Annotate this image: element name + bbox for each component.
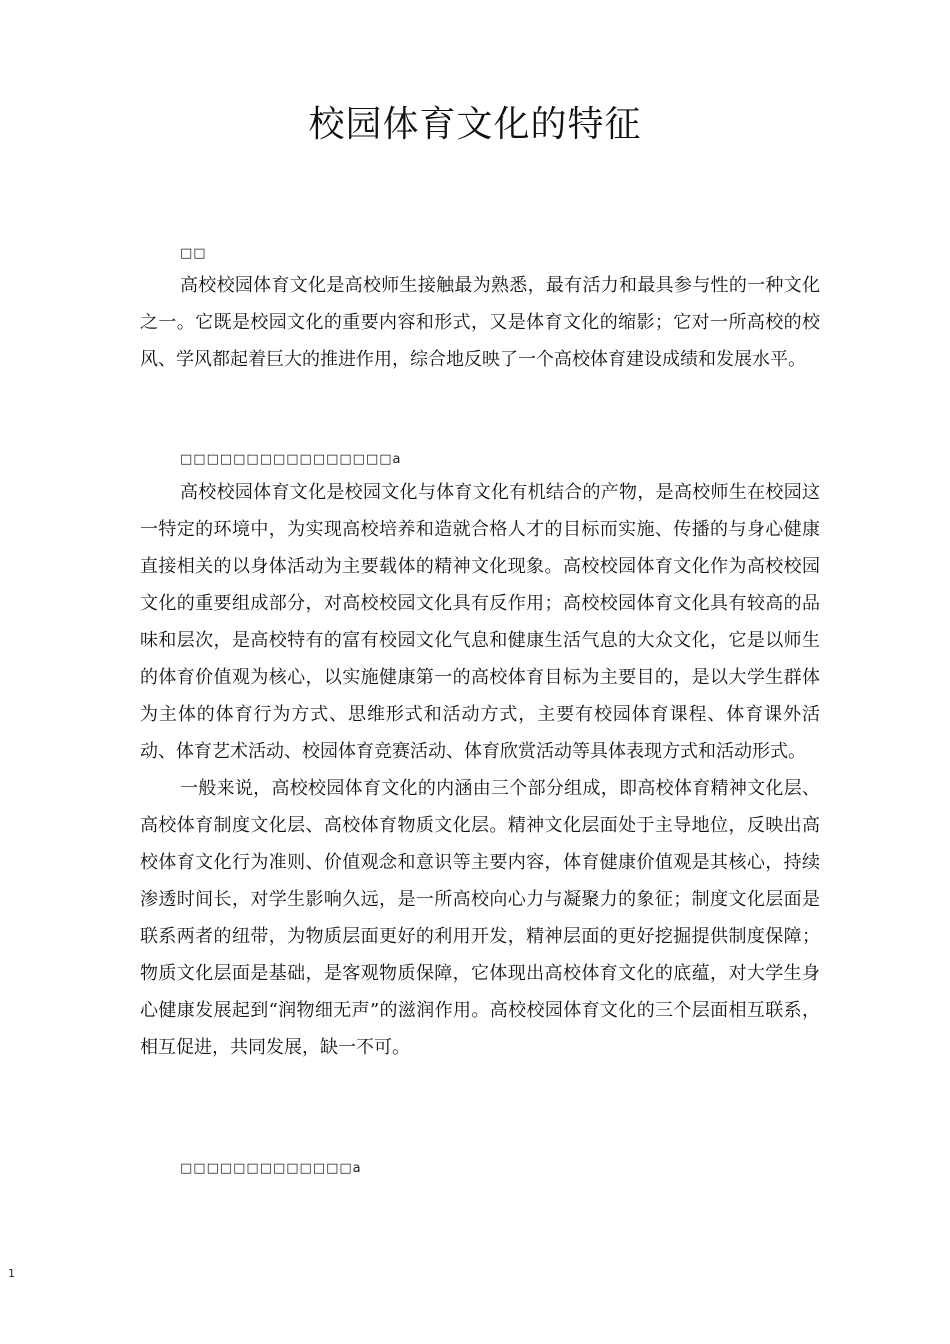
section-heading-2: □□□□□□□□□□□□□□□□a [180, 452, 402, 467]
section-heading-1: □□ [180, 246, 207, 261]
section-2-body [140, 474, 820, 1066]
document-title: 校园体育文化的特征 [308, 104, 642, 145]
paragraph-1: 高校校园体育文化是高校师生接触最为熟悉，最有活力和最具参与性的一种文化之一。它既是校园文化的重要内容和形式，又是体育文化的缩影；它对一所高校的校风、学风都起着巨大的推进作用，综合地反映了一个高校体育建设成绩和发展水平。 [140, 275, 820, 370]
section-heading-3: □□□□□□□□□□□□□a [180, 1161, 362, 1176]
section-1-body [140, 267, 820, 378]
paragraph-3: 一般来说，高校校园体育文化的内涵由三个部分组成，即高校体育精神文化层、高校体育制度文化层、高校体育物质文化层。精神文化层面处于主导地位，反映出高校体育文化行为准则、价值观念和意识等主要内容，体育健康价值观是其核心，持续渗透时间长，对学生影响久远，是一所高校向心力与凝聚力的象征；制度文化层面是联系两者的纽带，为物质层面更好的利用开发，精神层面的更好挖掘提供制度保障；物质文化层面是基础，是客观物质保障，它体现出高校体育文化的底蕴，对大学生身心健康发展起到“润物细无声”的滋润作用。高校校园体育文化的三个层面相互联系，相互促进，共同发展，缺一不可。 [140, 778, 820, 1058]
page-number: 1 [8, 1267, 15, 1280]
paragraph-2: 高校校园体育文化是校园文化与体育文化有机结合的产物，是高校师生在校园这一特定的环境中，为实现高校培养和造就合格人才的目标而实施、传播的与身心健康直接相关的以身体活动为主要载体的精神文化现象。高校校园体育文化作为高校校园文化的重要组成部分，对高校校园文化具有反作用；高校校园体育文化具有较高的品味和层次，是高校特有的富有校园文化气息和健康生活气息的大众文化，它是以师生的体育价值观为核心，以实施健康第一的高校体育目标为主要目的，是以大学生群体为主体的体育行为方式、思维形式和活动方式，主要有校园体育课程、体育课外活动、体育艺术活动、校园体育竞赛活动、体育欣赏活动等具体表现方式和活动形式。 [140, 482, 820, 762]
